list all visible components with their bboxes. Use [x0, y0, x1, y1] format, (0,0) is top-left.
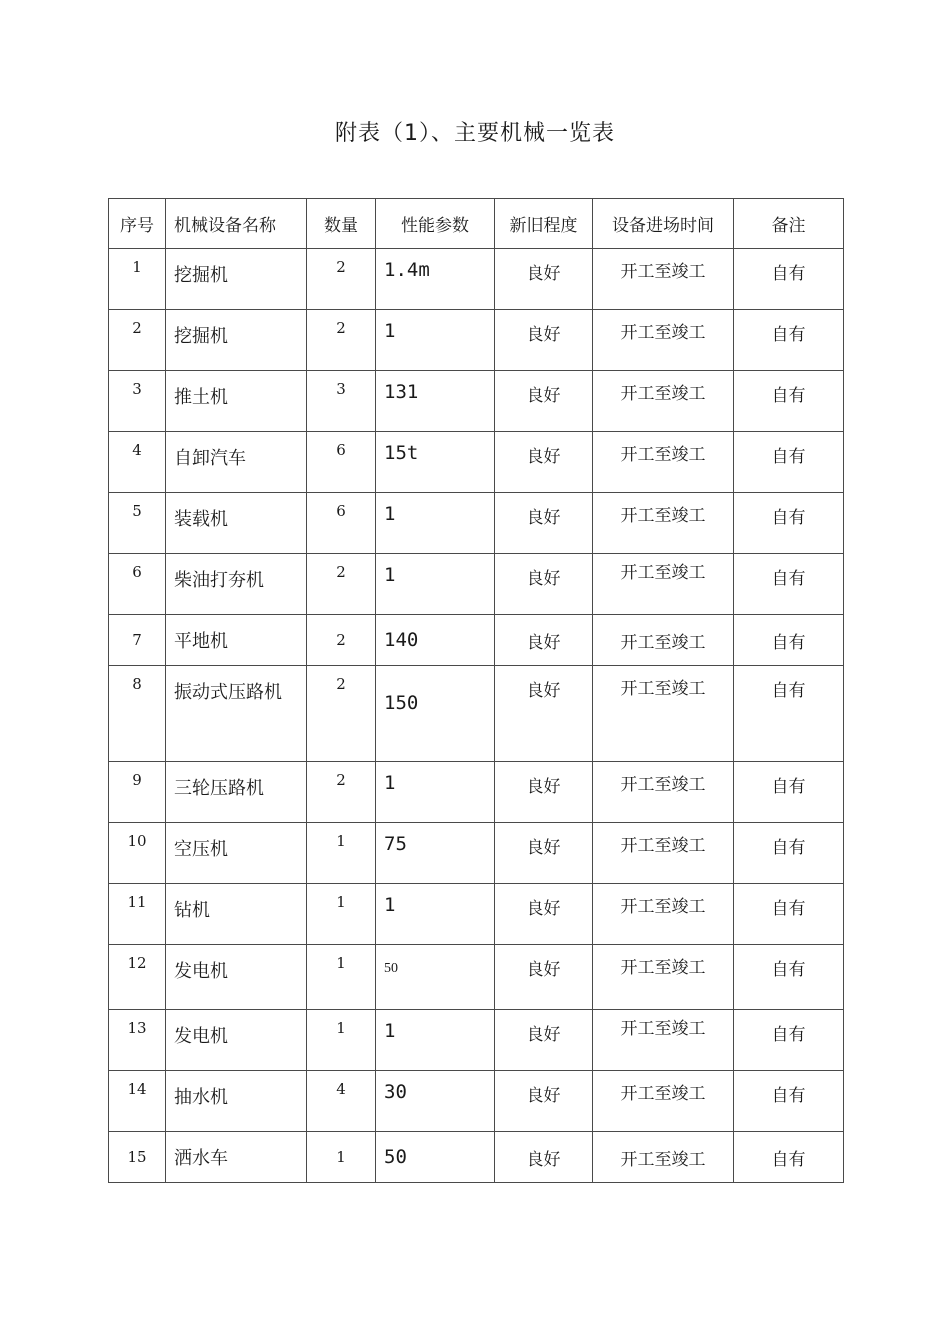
cell-note: 自有	[734, 310, 844, 371]
cell-name: 抽水机	[166, 1071, 307, 1132]
cell-seq: 8	[109, 666, 166, 762]
table-row	[109, 823, 844, 884]
header-note: 备注	[734, 199, 844, 249]
cell-name: 挖掘机	[166, 310, 307, 371]
cell-time: 开工至竣工	[593, 371, 734, 432]
cell-qty: 2	[307, 666, 376, 762]
cell-seq: 15	[109, 1132, 166, 1183]
cell-name: 平地机	[166, 615, 307, 666]
cell-qty: 2	[307, 762, 376, 823]
cell-perf: 1	[376, 493, 495, 554]
cell-time: 开工至竣工	[593, 884, 734, 945]
cell-qty: 1	[307, 945, 376, 1010]
table-header-row	[109, 199, 844, 249]
cell-seq: 6	[109, 554, 166, 615]
cell-note: 自有	[734, 1010, 844, 1071]
table-row	[109, 1132, 844, 1183]
cell-time: 开工至竣工	[593, 823, 734, 884]
cell-qty: 1	[307, 1010, 376, 1071]
cell-perf: 1	[376, 1010, 495, 1071]
cell-cond: 良好	[495, 310, 593, 371]
cell-perf: 1.4m	[376, 249, 495, 310]
cell-seq: 4	[109, 432, 166, 493]
cell-note: 自有	[734, 945, 844, 1010]
cell-qty: 3	[307, 371, 376, 432]
cell-qty: 2	[307, 615, 376, 666]
table-row	[109, 666, 844, 762]
cell-perf: 150	[376, 666, 495, 762]
cell-note: 自有	[734, 1132, 844, 1183]
cell-perf: 50	[376, 945, 495, 1010]
header-qty: 数量	[307, 199, 376, 249]
cell-perf: 140	[376, 615, 495, 666]
cell-time: 开工至竣工	[593, 493, 734, 554]
cell-qty: 4	[307, 1071, 376, 1132]
cell-qty: 1	[307, 884, 376, 945]
header-perf: 性能参数	[376, 199, 495, 249]
table-row	[109, 554, 844, 615]
cell-seq: 10	[109, 823, 166, 884]
cell-perf: 1	[376, 762, 495, 823]
cell-time: 开工至竣工	[593, 762, 734, 823]
cell-cond: 良好	[495, 666, 593, 762]
cell-seq: 5	[109, 493, 166, 554]
cell-cond: 良好	[495, 1071, 593, 1132]
cell-cond: 良好	[495, 371, 593, 432]
cell-name: 发电机	[166, 1010, 307, 1071]
cell-note: 自有	[734, 823, 844, 884]
cell-seq: 3	[109, 371, 166, 432]
cell-perf: 50	[376, 1132, 495, 1183]
cell-note: 自有	[734, 249, 844, 310]
cell-seq: 9	[109, 762, 166, 823]
header-name: 机械设备名称	[166, 199, 307, 249]
cell-name: 空压机	[166, 823, 307, 884]
cell-time: 开工至竣工	[593, 310, 734, 371]
cell-seq: 1	[109, 249, 166, 310]
cell-time: 开工至竣工	[593, 1132, 734, 1183]
cell-name: 三轮压路机	[166, 762, 307, 823]
cell-cond: 良好	[495, 615, 593, 666]
cell-name: 装载机	[166, 493, 307, 554]
cell-cond: 良好	[495, 554, 593, 615]
cell-seq: 13	[109, 1010, 166, 1071]
table-row	[109, 615, 844, 666]
cell-seq: 7	[109, 615, 166, 666]
cell-cond: 良好	[495, 249, 593, 310]
cell-name: 钻机	[166, 884, 307, 945]
cell-name: 洒水车	[166, 1132, 307, 1183]
table-row	[109, 884, 844, 945]
cell-qty: 2	[307, 554, 376, 615]
cell-note: 自有	[734, 762, 844, 823]
cell-time: 开工至竣工	[593, 554, 734, 615]
cell-cond: 良好	[495, 493, 593, 554]
cell-time: 开工至竣工	[593, 432, 734, 493]
header-seq: 序号	[109, 199, 166, 249]
cell-time: 开工至竣工	[593, 1071, 734, 1132]
cell-note: 自有	[734, 884, 844, 945]
cell-seq: 14	[109, 1071, 166, 1132]
cell-time: 开工至竣工	[593, 615, 734, 666]
page-title: 附表（1）、主要机械一览表	[335, 121, 615, 146]
cell-qty: 2	[307, 310, 376, 371]
cell-time: 开工至竣工	[593, 666, 734, 762]
cell-cond: 良好	[495, 1010, 593, 1071]
table-row	[109, 249, 844, 310]
header-cond: 新旧程度	[495, 199, 593, 249]
cell-qty: 1	[307, 1132, 376, 1183]
cell-cond: 良好	[495, 945, 593, 1010]
cell-name: 挖掘机	[166, 249, 307, 310]
cell-seq: 12	[109, 945, 166, 1010]
machinery-table	[108, 198, 844, 1183]
cell-note: 自有	[734, 666, 844, 762]
table-row	[109, 371, 844, 432]
table-row	[109, 1071, 844, 1132]
cell-time: 开工至竣工	[593, 1010, 734, 1071]
table-row	[109, 493, 844, 554]
table-row	[109, 310, 844, 371]
cell-perf: 30	[376, 1071, 495, 1132]
cell-qty: 1	[307, 823, 376, 884]
cell-qty: 6	[307, 432, 376, 493]
cell-cond: 良好	[495, 432, 593, 493]
cell-time: 开工至竣工	[593, 945, 734, 1010]
cell-cond: 良好	[495, 823, 593, 884]
table-row	[109, 945, 844, 1010]
cell-note: 自有	[734, 615, 844, 666]
cell-note: 自有	[734, 493, 844, 554]
cell-perf: 131	[376, 371, 495, 432]
cell-name: 发电机	[166, 945, 307, 1010]
cell-name: 推土机	[166, 371, 307, 432]
cell-note: 自有	[734, 371, 844, 432]
table-row	[109, 1010, 844, 1071]
table-row	[109, 432, 844, 493]
cell-perf: 1	[376, 884, 495, 945]
cell-note: 自有	[734, 432, 844, 493]
cell-name: 振动式压路机	[166, 666, 307, 762]
cell-cond: 良好	[495, 884, 593, 945]
cell-cond: 良好	[495, 1132, 593, 1183]
cell-perf: 15t	[376, 432, 495, 493]
table-row	[109, 762, 844, 823]
cell-note: 自有	[734, 1071, 844, 1132]
cell-note: 自有	[734, 554, 844, 615]
cell-name: 柴油打夯机	[166, 554, 307, 615]
cell-time: 开工至竣工	[593, 249, 734, 310]
header-time: 设备进场时间	[593, 199, 734, 249]
cell-perf: 1	[376, 554, 495, 615]
cell-cond: 良好	[495, 762, 593, 823]
cell-qty: 2	[307, 249, 376, 310]
cell-name: 自卸汽车	[166, 432, 307, 493]
cell-seq: 2	[109, 310, 166, 371]
cell-seq: 11	[109, 884, 166, 945]
cell-qty: 6	[307, 493, 376, 554]
cell-perf: 1	[376, 310, 495, 371]
cell-perf: 75	[376, 823, 495, 884]
